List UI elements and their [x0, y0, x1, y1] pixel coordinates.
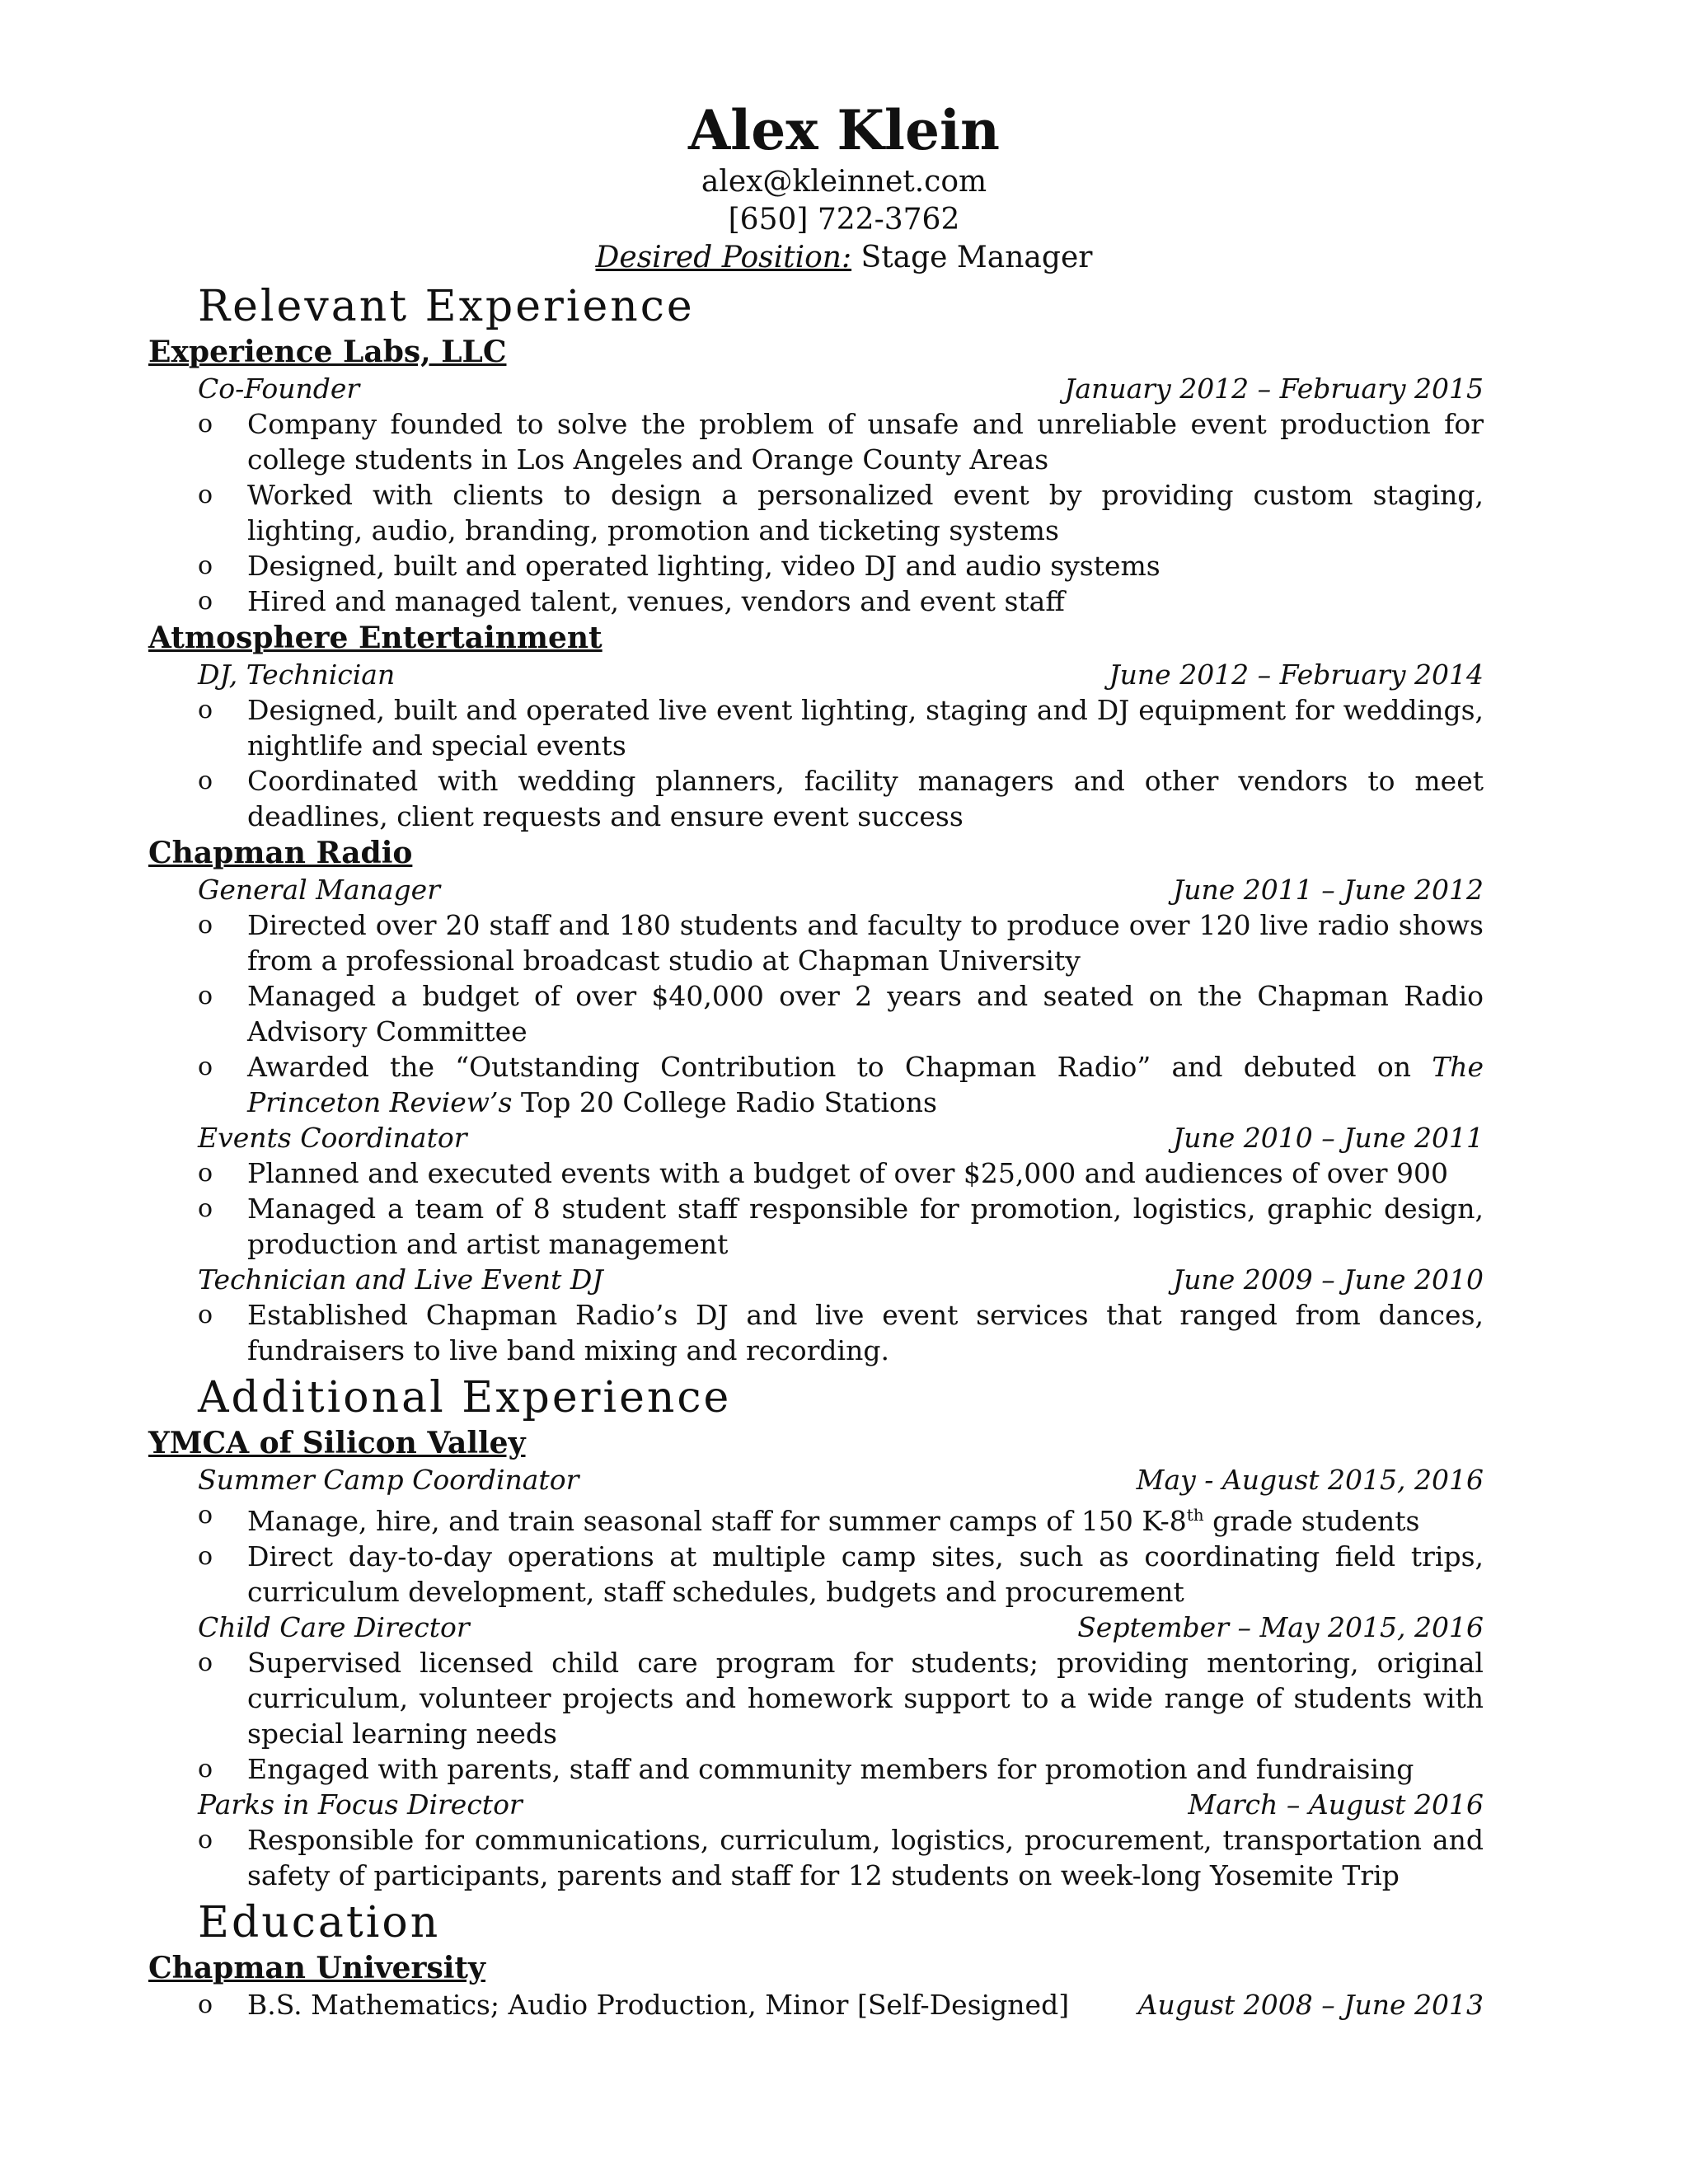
education-dates: August 2008 – June 2013 [1137, 1989, 1484, 2021]
degree: B.S. Mathematics; Audio Production, Minor [Self-Designed] [247, 1989, 1070, 2021]
role-title: Technician and Live Event DJ [198, 1263, 603, 1296]
role-dates: June 2011 – June 2012 [1173, 874, 1484, 906]
role-dates: March – August 2016 [1188, 1788, 1484, 1821]
publication-title: The Princeton Review’s [247, 1051, 1484, 1118]
bullet-list [148, 1155, 1484, 1262]
section-education: Education [198, 1898, 441, 1947]
list-item: o Designed, built and operated live event lighting, staging and DJ equipment for weddings, nightlife and special events [198, 694, 1484, 762]
bullet-marker: o [198, 1648, 213, 1677]
list-item: o Managed a budget of over $40,000 over 2 years and seated on the Chapman Radio Advisory Committee [198, 980, 1484, 1047]
bullet-marker: o [198, 911, 213, 940]
bullet-marker: o [198, 587, 213, 616]
list-item [148, 1987, 1484, 2022]
role-title: Child Care Director [198, 1611, 470, 1643]
bullet-marker: o [198, 696, 213, 724]
list-item: o Supervised licensed child care program for students; providing mentoring, original curriculum, volunteer projects and homework support to a wide range of students with special learning needs [198, 1647, 1484, 1750]
role-line [198, 657, 1484, 692]
role-line [198, 872, 1484, 907]
list-item: o Established Chapman Radio’s DJ and live event services that ranged from dances, fundraisers to live band mixing and recording. [198, 1299, 1484, 1366]
role-line [198, 371, 1484, 406]
role-title: Summer Camp Coordinator [198, 1464, 579, 1496]
desired-position-value: Stage Manager [851, 241, 1093, 274]
org-ymca: YMCA of Silicon Valley [148, 1426, 526, 1460]
list-item: o Worked with clients to design a personalized event by providing custom staging, lighting, audio, branding, promotion and ticketing systems [198, 479, 1484, 546]
bullet-list [148, 1822, 1484, 1893]
bullet-marker: o [198, 1542, 213, 1571]
list-item: o Planned and executed events with a budget of over $25,000 and audiences of over 900 [198, 1157, 1449, 1189]
role-dates: June 2010 – June 2011 [1173, 1122, 1484, 1154]
bullet-list [148, 692, 1484, 834]
role-title: Events Coordinator [198, 1122, 467, 1154]
bullet-marker: o [198, 982, 213, 1010]
bullet-marker: o [198, 1194, 213, 1223]
role-title: Co-Founder [198, 373, 360, 405]
list-item: o Engaged with parents, staff and community members for promotion and fundraising [198, 1753, 1414, 1785]
role-dates: June 2012 – February 2014 [1109, 658, 1484, 691]
org-experience-labs: Experience Labs, LLC [148, 335, 507, 369]
list-item: o Directed over 20 staff and 180 students and faculty to produce over 120 live radio shows from a professional broadcast studio at Chapman University [198, 909, 1484, 977]
bullet-marker: o [198, 410, 213, 438]
org-chapman-university: Chapman University [148, 1951, 485, 1985]
list-item: o Company founded to solve the problem of unsafe and unreliable event production for college students in Los Angeles and Orange County Areas [198, 408, 1484, 476]
section-additional-experience: Additional Experience [198, 1373, 732, 1422]
bullet-marker: o [198, 1501, 213, 1530]
role-dates: September – May 2015, 2016 [1077, 1611, 1484, 1643]
role-line [198, 1787, 1484, 1822]
org-chapman-radio: Chapman Radio [148, 836, 413, 870]
role-dates: January 2012 – February 2015 [1064, 373, 1484, 405]
bullet-marker: o [198, 766, 213, 795]
list-item: o Designed, built and operated lighting, video DJ and audio systems [198, 550, 1160, 582]
bullet-marker: o [198, 1825, 213, 1854]
bullet-marker: o [198, 480, 213, 509]
list-item: o Coordinated with wedding planners, facility managers and other vendors to meet deadlines, client requests and ensure event success [198, 765, 1484, 832]
role-dates: May - August 2015, 2016 [1136, 1464, 1484, 1496]
role-line [198, 1610, 1484, 1645]
role-title: Parks in Focus Director [198, 1788, 523, 1821]
role-title: DJ, Technician [198, 658, 396, 691]
bullet-list [148, 1987, 1484, 2022]
role-line [198, 1120, 1484, 1155]
bullet-marker: o [198, 1990, 213, 2019]
org-atmosphere-entertainment: Atmosphere Entertainment [148, 621, 603, 655]
desired-position [0, 239, 1688, 277]
role-title: General Manager [198, 874, 440, 906]
role-dates: June 2009 – June 2010 [1173, 1263, 1484, 1296]
bullet-list [148, 406, 1484, 619]
resume-content [148, 277, 1484, 2022]
bullet-marker: o [198, 551, 213, 580]
bullet-list [148, 1645, 1484, 1787]
list-item: o Managed a team of 8 student staff responsible for promotion, logistics, graphic design, production and artist management [198, 1193, 1484, 1260]
bullet-list [148, 1497, 1484, 1610]
phone-number: [650] 722-3762 [728, 203, 960, 237]
role-line [198, 1462, 1484, 1497]
bullet-marker: o [198, 1159, 213, 1188]
bullet-marker: o [198, 1301, 213, 1329]
email-address: alex@kleinnet.com [701, 165, 987, 199]
list-item: o Awarded the “Outstanding Contribution to Chapman Radio” and debuted on The Princeton Review’s Top 20 College Radio Stations [198, 1051, 1484, 1118]
bullet-list [148, 907, 1484, 1120]
list-item: o Hired and managed talent, venues, vendors and event staff [198, 585, 1065, 617]
desired-position-label: Desired Position: [595, 241, 852, 274]
role-line [198, 1262, 1484, 1297]
list-item: o Responsible for communications, curriculum, logistics, procurement, transportation and safety of participants, parents and staff for 12 students on week-long Yosemite Trip [198, 1824, 1484, 1891]
list-item: o Direct day-to-day operations at multiple camp sites, such as coordinating field trips, curriculum development, staff schedules, budgets and procurement [198, 1540, 1484, 1608]
bullet-list [148, 1297, 1484, 1368]
section-relevant-experience: Relevant Experience [198, 282, 695, 331]
bullet-marker: o [198, 1052, 213, 1081]
candidate-name: Alex Klein [687, 98, 1001, 162]
list-item: o Manage, hire, and train seasonal staff for summer camps of 150 K-8th grade students [148, 1497, 1484, 1539]
bullet-marker: o [198, 1755, 213, 1783]
